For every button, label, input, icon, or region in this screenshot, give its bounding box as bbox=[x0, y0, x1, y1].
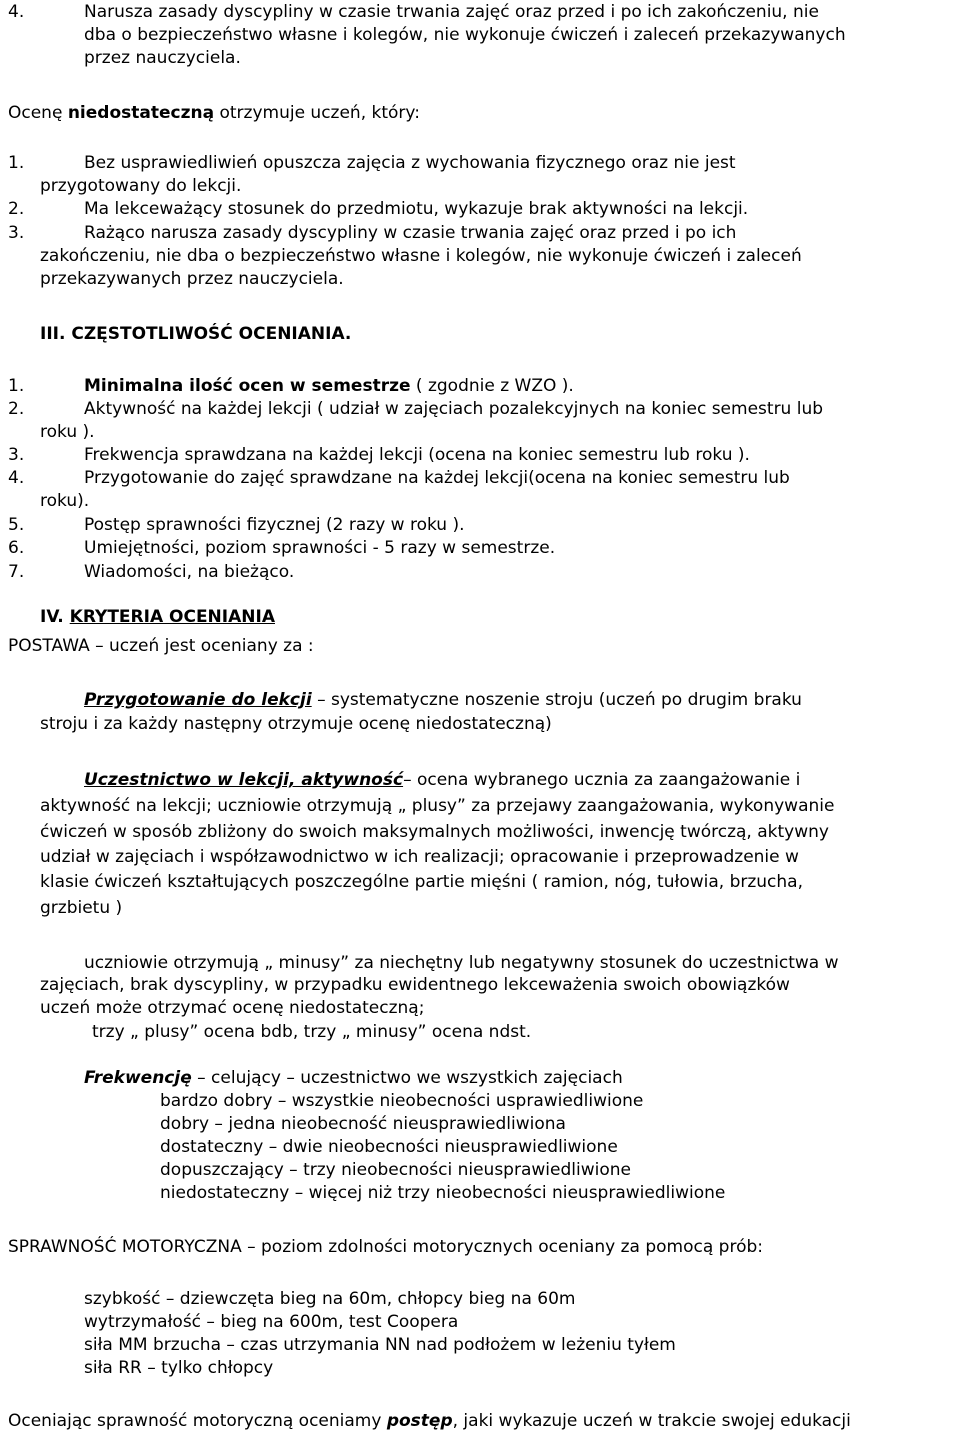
list-item-text: Postęp sprawności fizycznej (2 razy w roku ). bbox=[84, 515, 465, 535]
paragraph-text: uczniowie otrzymują „ minusy” za niechętny lub negatywny stosunek do uczestnictwa w bbox=[84, 953, 839, 973]
list-item-text: zakończeniu, nie dba o bezpieczeństwo własne i kolegów, nie wykonuje ćwiczeń i zaleceń bbox=[40, 246, 802, 266]
paragraph-text: aktywność na lekcji; uczniowie otrzymują „ plusy” za przejawy zaangażowania, wykonywanie bbox=[40, 796, 835, 816]
test-line: siła RR – tylko chłopcy bbox=[84, 1358, 274, 1378]
przygotowanie-line: Przygotowanie do lekcji – systematyczne noszenie stroju (uczeń po drugim braku bbox=[84, 690, 802, 710]
list-number: 5. bbox=[8, 515, 25, 535]
grade-line: niedostateczny – więcej niż trzy nieobecności nieusprawiedliwione bbox=[160, 1183, 726, 1203]
paragraph-text: stroju i za każdy następny otrzymuje ocenę niedostateczną) bbox=[40, 714, 552, 734]
grade-line: dostateczny – dwie nieobecności nieusprawiedliwione bbox=[160, 1137, 618, 1157]
list-item-text: Aktywność na każdej lekcji ( udział w zajęciach pozalekcyjnych na koniec semestru lub bbox=[84, 399, 824, 419]
list-item-text: Frekwencja sprawdzana na każdej lekcji (ocena na koniec semestru lub roku ). bbox=[84, 445, 750, 465]
section-heading: IV. KRYTERIA OCENIANIA bbox=[40, 607, 275, 627]
paragraph-text: klasie ćwiczeń kształtujących poszczególne partie mięśni ( ramion, nóg, tułowia, brzucha, bbox=[40, 872, 803, 892]
list-number: 1. bbox=[8, 376, 25, 396]
paragraph-text: ćwiczeń w sposób zbliżony do swoich maksymalnych możliwości, inwencję twórczą, aktywny bbox=[40, 822, 829, 842]
list-item-text: Minimalna ilość ocen w semestrze ( zgodnie z WZO ). bbox=[84, 376, 574, 396]
grade-line: bardzo dobry – wszystkie nieobecności usprawiedliwione bbox=[160, 1091, 644, 1111]
paragraph-text: trzy „ plusy” ocena bdb, trzy „ minusy” ocena ndst. bbox=[92, 1022, 532, 1042]
list-item-text: roku ). bbox=[40, 422, 95, 442]
paragraph-text: udział w zajęciach i współzawodnictwo w ich realizacji; opracowanie i przeprowadzenie w bbox=[40, 847, 799, 867]
list-item-text: dba o bezpieczeństwo własne i kolegów, nie wykonuje ćwiczeń i zaleceń przekazywanych bbox=[84, 25, 846, 45]
test-line: wytrzymałość – bieg na 600m, test Coopera bbox=[84, 1312, 459, 1332]
postawa-intro: POSTAWA – uczeń jest oceniany za : bbox=[8, 636, 314, 656]
test-line: siła MM brzucha – czas utrzymania NN nad podłożem w leżeniu tyłem bbox=[84, 1335, 676, 1355]
list-number: 3. bbox=[8, 223, 25, 243]
section-heading: III. CZĘSTOTLIWOŚĆ OCENIANIA. bbox=[40, 324, 352, 344]
list-item-text: Rażąco narusza zasady dyscypliny w czasie trwania zajęć oraz przed i po ich bbox=[84, 223, 737, 243]
list-item-text: Przygotowanie do zajęć sprawdzane na każdej lekcji(ocena na koniec semestru lub bbox=[84, 468, 790, 488]
frekwencja-line: Frekwencję – celujący – uczestnictwo we wszystkich zajęciach bbox=[84, 1068, 623, 1088]
list-number: 2. bbox=[8, 199, 25, 219]
list-item-text: Umiejętności, poziom sprawności - 5 razy w semestrze. bbox=[84, 538, 556, 558]
list-number: 4. bbox=[8, 2, 25, 22]
list-item-text: Bez usprawiedliwień opuszcza zajęcia z wychowania fizycznego oraz nie jest bbox=[84, 153, 736, 173]
list-number: 4. bbox=[8, 468, 25, 488]
list-item-text: przez nauczyciela. bbox=[84, 48, 241, 68]
list-item-text: roku). bbox=[40, 491, 90, 511]
list-number: 1. bbox=[8, 153, 25, 173]
list-item-text: przygotowany do lekcji. bbox=[40, 176, 242, 196]
sprawnosc-heading: SPRAWNOŚĆ MOTORYCZNA – poziom zdolności motorycznych oceniany za pomocą prób: bbox=[8, 1237, 764, 1257]
list-number: 7. bbox=[8, 562, 25, 582]
list-number: 6. bbox=[8, 538, 25, 558]
list-item-text: Ma lekceważący stosunek do przedmiotu, wykazuje brak aktywności na lekcji. bbox=[84, 199, 749, 219]
paragraph-text: grzbietu ) bbox=[40, 898, 123, 918]
uczestnictwo-line: Uczestnictwo w lekcji, aktywność– ocena wybranego ucznia za zaangażowanie i bbox=[84, 770, 801, 790]
final-sentence: Oceniając sprawność motoryczną oceniamy postęp, jaki wykazuje uczeń w trakcie swojej edukacji bbox=[8, 1411, 851, 1431]
test-line: szybkość – dziewczęta bieg na 60m, chłopcy bieg na 60m bbox=[84, 1289, 576, 1309]
list-number: 2. bbox=[8, 399, 25, 419]
paragraph-text: zajęciach, brak dyscypliny, w przypadku ewidentnego lekceważenia swoich obowiązków bbox=[40, 975, 790, 995]
list-item-text: przekazywanych przez nauczyciela. bbox=[40, 269, 344, 289]
ndst-intro: Ocenę niedostateczną otrzymuje uczeń, który: bbox=[8, 103, 420, 123]
grade-line: dobry – jedna nieobecność nieusprawiedliwiona bbox=[160, 1114, 566, 1134]
grade-line: dopuszczający – trzy nieobecności nieusprawiedliwione bbox=[160, 1160, 631, 1180]
list-item-text: Wiadomości, na bieżąco. bbox=[84, 562, 295, 582]
paragraph-text: uczeń może otrzymać ocenę niedostateczną; bbox=[40, 998, 425, 1018]
list-number: 3. bbox=[8, 445, 25, 465]
list-item-text: Narusza zasady dyscypliny w czasie trwania zajęć oraz przed i po ich zakończeniu, nie bbox=[84, 2, 819, 22]
